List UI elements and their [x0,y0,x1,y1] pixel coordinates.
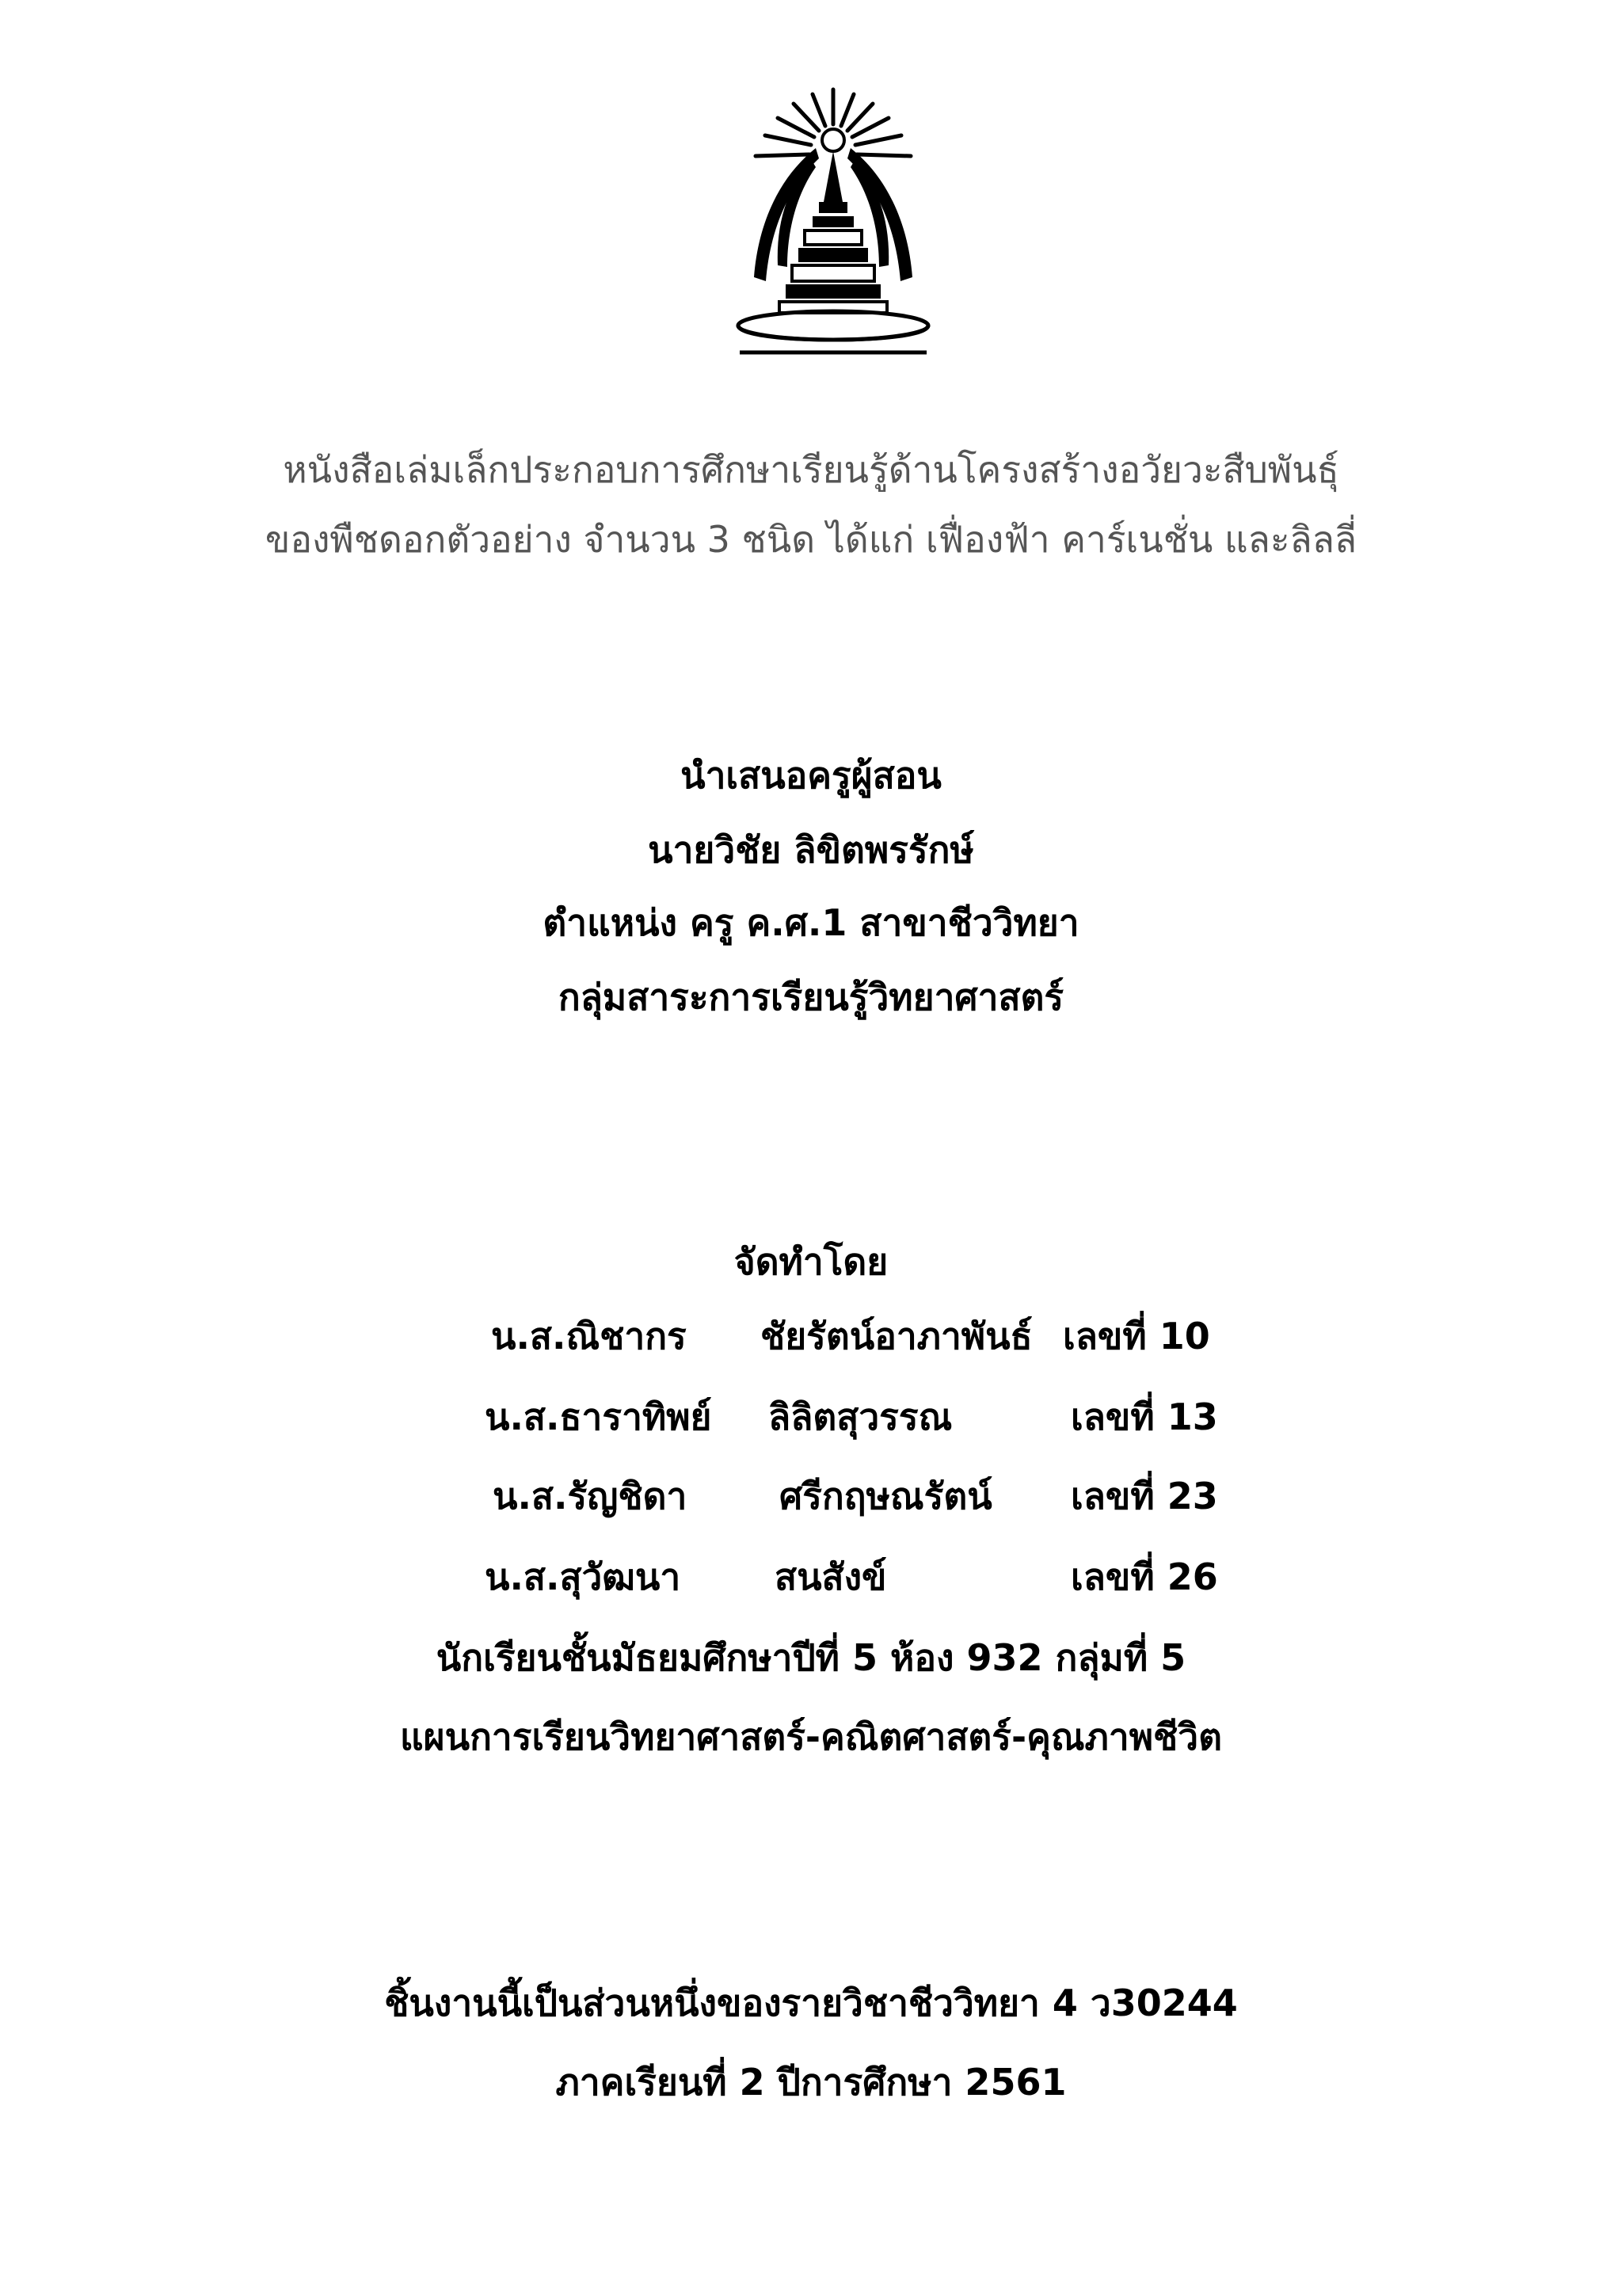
presented-to-heading: นำเสนอครูผู้สอน [680,754,942,797]
teacher-position: ตำแหน่ง ครู ค.ศ.1 สาขาชีววิทยา [543,901,1079,944]
prepared-by-heading: จัดทำโดย [733,1240,889,1283]
department-name: กลุ่มสาระการเรียนรู้วิทยาศาสตร์ [558,976,1064,1019]
member-last-name: สนสังข์ [775,1555,887,1598]
member-first-name: น.ส.ณิชากร [491,1315,687,1357]
member-first-name: น.ส.สุวัฒนา [485,1555,681,1598]
class-info: นักเรียนชั้นมัธยมศึกษาปีที่ 5 ห้อง 932 กลุ่มที่ 5 [436,1636,1186,1679]
teacher-name: นายวิชัย ลิขิตพรรักษ์ [648,828,974,871]
member-last-name: ลิลิตสุวรรณ [768,1395,953,1438]
member-number: เลขที่ 26 [1071,1555,1218,1598]
member-number: เลขที่ 10 [1063,1315,1210,1357]
member-last-name: ศรีกฤษณรัตน์ [779,1475,992,1517]
member-first-name: น.ส.รัญชิดา [493,1475,687,1517]
study-program: แผนการเรียนวิทยาศาสตร์-คณิตศาสตร์-คุณภาพชีวิต [400,1715,1222,1758]
semester-info: ภาคเรียนที่ 2 ปีการศึกษา 2561 [555,2061,1067,2104]
document-title-line-1: หนังสือเล่มเล็กประกอบการศึกษาเรียนรู้ด้านโครงสร้างอวัยวะสืบพันธุ์ [283,448,1339,491]
course-statement: ชิ้นงานนี้เป็นส่วนหนึ่งของรายวิชาชีววิทยา 4 ว30244 [384,1982,1238,2024]
document-title-line-2: ของพืชดอกตัวอย่าง จำนวน 3 ชนิด ได้แก่ เฟื่องฟ้า คาร์เนชั่น และลิลลี่ [265,518,1357,561]
school-emblem-icon [722,83,944,368]
member-first-name: น.ส.ธาราทิพย์ [485,1395,712,1438]
member-number: เลขที่ 13 [1071,1395,1218,1438]
member-number: เลขที่ 23 [1071,1475,1218,1517]
member-last-name: ชัยรัตน์อาภาพันธ์ [760,1315,1033,1357]
